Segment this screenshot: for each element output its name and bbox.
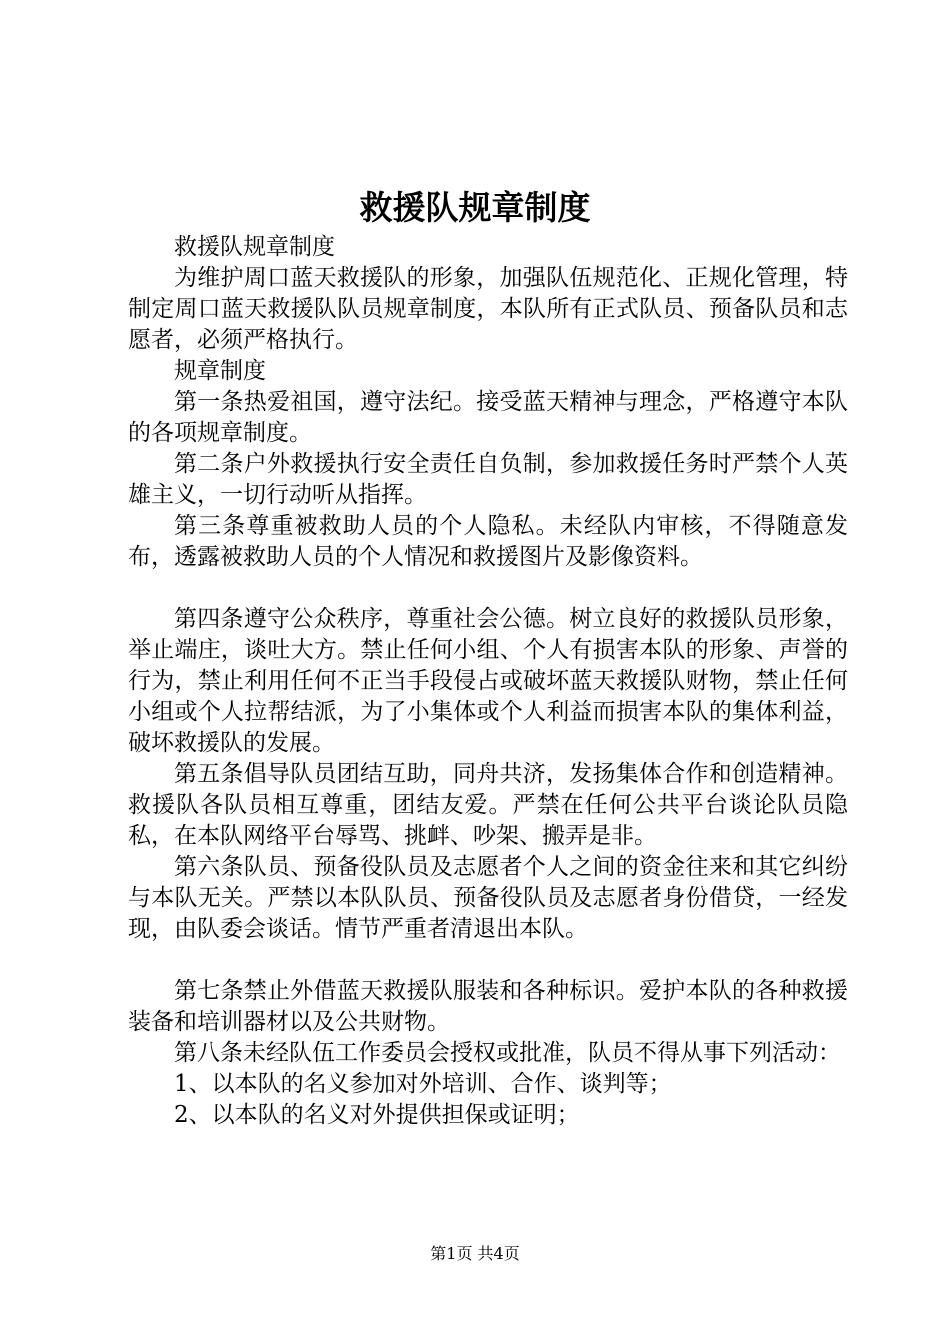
- list-item-2: 2、以本队的名义对外提供担保或证明；: [174, 1102, 580, 1128]
- document-body: [128, 232, 848, 1131]
- paragraph-article-3: 第三条尊重被救助人员的个人隐私。未经队内审核，不得随意发布，透露被救助人员的个人情况和救援图片及影像资料。: [128, 513, 848, 570]
- paragraph-article-5: 第五条倡导队员团结互助，同舟共济，发扬集体合作和创造精神。救援队各队员相互尊重，团结友爱。严禁在任何公共平台谈论队员隐私，在本队网络平台辱骂、挑衅、吵架、搬弄是非。: [128, 761, 848, 849]
- paragraph-article-6: 第六条队员、预备役队员及志愿者个人之间的资金往来和其它纠纷与本队无关。严禁以本队队员、预备役队员及志愿者身份借贷，一经发现，由队委会谈话。情节严重者清退出本队。: [128, 854, 848, 942]
- list-item-1: 1、以本队的名义参加对外培训、合作、谈判等；: [174, 1071, 672, 1097]
- page-number-footer: 第1页 共4页: [430, 1244, 520, 1263]
- document-title: 救援队规章制度: [359, 188, 591, 227]
- paragraph-article-2: 第二条户外救援执行安全责任自负制，参加救援任务时严禁个人英雄主义，一切行动听从指挥。: [128, 451, 848, 508]
- paragraph-article-4: 第四条遵守公众秩序，尊重社会公德。树立良好的救援队员形象，举止端庄，谈吐大方。禁止任何小组、个人有损害本队的形象、声誉的行为，禁止利用任何不正当手段侵占或破坏蓝天救援队财物，禁止任何小组或个人拉帮结派，为了小集体或个人利益而损害本队的集体利益，破坏救援队的发展。: [128, 606, 848, 756]
- paragraph-article-1: 第一条热爱祖国，遵守法纪。接受蓝天精神与理念，严格遵守本队的各项规章制度。: [128, 389, 848, 446]
- paragraph-article-8: 第八条未经队伍工作委员会授权或批准，队员不得从事下列活动：: [174, 1040, 841, 1066]
- paragraph-intro: 为维护周口蓝天救援队的形象，加强队伍规范化、正规化管理，特制定周口蓝天救援队队员规章制度，本队所有正式队员、预备队员和志愿者，必须严格执行。: [128, 265, 848, 353]
- paragraph-article-7: 第七条禁止外借蓝天救援队服装和各种标识。爱护本队的各种救援装备和培训器材以及公共财物。: [128, 978, 848, 1035]
- paragraph-section-heading: 规章制度: [174, 358, 266, 384]
- paragraph-heading: 救援队规章制度: [174, 234, 335, 260]
